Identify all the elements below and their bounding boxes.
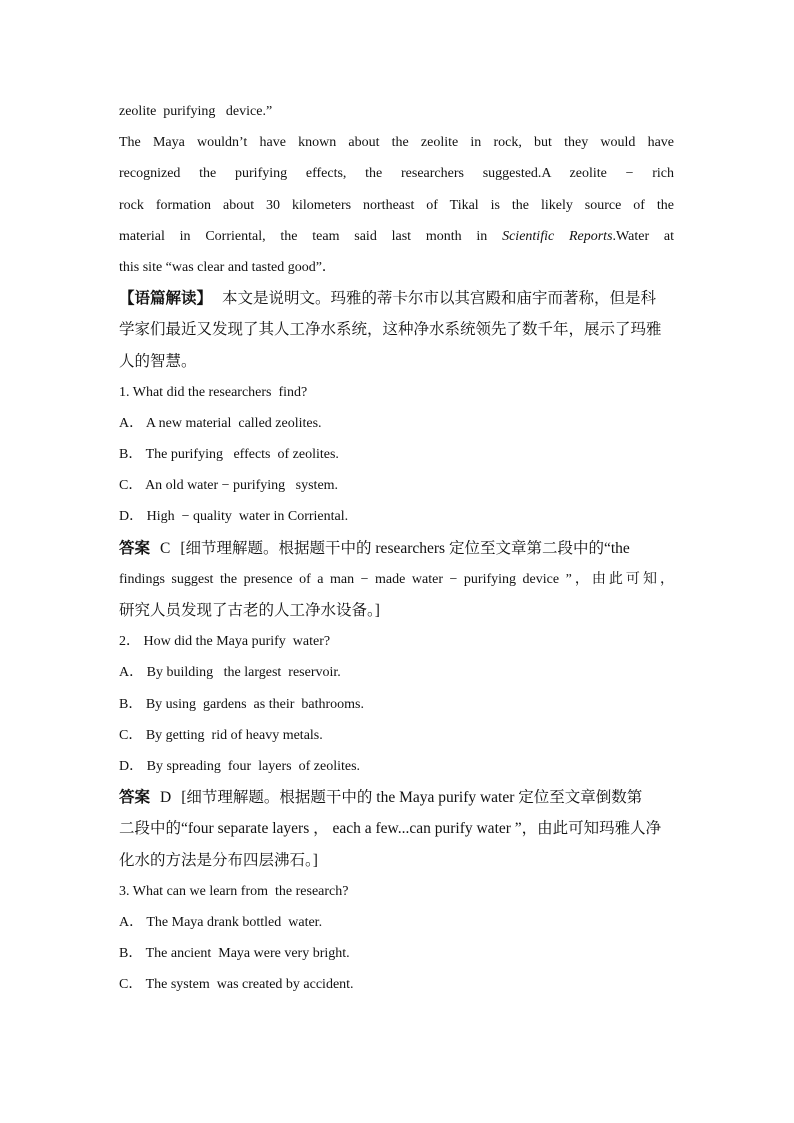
passage-line-5 xyxy=(119,221,674,252)
q3-option-c: C． The system was created by accident. xyxy=(119,977,354,993)
q3-option-b: B． The ancient Maya were very bright. xyxy=(119,946,350,962)
analysis-line-3: 人的智慧。 xyxy=(119,352,197,370)
passage-line-3: recognized the purifying effects, the researchers suggested.A zeolite − rich xyxy=(119,166,674,182)
q2-option-d: D． By spreading four layers of zeolites. xyxy=(119,758,361,774)
q1-option-c: C． An old water − purifying system. xyxy=(119,478,339,494)
q1-explanation-3: 研究人员发现了古老的人工净水设备。] xyxy=(119,602,380,619)
q1-option-b: B． The purifying effects of zeolites. xyxy=(119,447,339,463)
passage-line-6: this site “was clear and tasted good”． xyxy=(119,259,336,275)
q2-answer-label: 答案 xyxy=(119,789,151,807)
passage-line-4: rock formation about 30 kilometers northeast of Tikal is the likely source of the xyxy=(119,197,674,213)
q2-explanation-3: 化水的方法是分布四层沸石。] xyxy=(119,851,318,869)
q1-explanation-2: findings suggest the presence of a man − made water − purifying device ”，由此可知， xyxy=(119,571,674,587)
journal-title: Scientific Reports xyxy=(502,228,613,244)
q2-question: 2． How did the Maya purify water? xyxy=(119,634,331,650)
passage-line-5-end: .Water at xyxy=(612,228,674,244)
q1-answer-label: 答案 xyxy=(119,539,151,557)
passage-line-5-text: material in Corriental, the team said last month in xyxy=(119,228,503,244)
q2-answer-letter: D xyxy=(160,789,172,807)
q3-option-a: A． The Maya drank bottled water. xyxy=(119,914,323,930)
document-page xyxy=(119,96,674,1000)
q2-answer-line xyxy=(119,782,674,813)
analysis-text-1: 本文是说明文。玛雅的蒂卡尔市以其宫殿和庙宇而著称，但是科 xyxy=(222,290,657,308)
analysis-label: 【语篇解读】 xyxy=(119,290,213,308)
q2-option-b: B． By using gardens as their bathrooms. xyxy=(119,696,364,712)
analysis-line-2: 学家们最近又发现了其人工净水系统，这种净水系统领先了数千年，展示了玛雅 xyxy=(119,321,662,339)
q1-answer-letter: C xyxy=(160,539,171,557)
q1-option-a: A． A new material called zeolites. xyxy=(119,415,322,431)
q2-explanation-1: [细节理解题。根据题干中的 the Maya purify water 定位至文章倒数第 xyxy=(181,789,643,807)
q2-option-a: A． By building the largest reservoir. xyxy=(119,665,341,681)
q1-option-d: D． High − quality water in Corriental. xyxy=(119,509,349,525)
passage-line-2: The Maya wouldn’t have known about the zeolite in rock, but they would have xyxy=(119,135,674,151)
q2-option-c: C． By getting rid of heavy metals. xyxy=(119,727,323,743)
q1-answer-line xyxy=(119,533,674,564)
passage-line-1: zeolite purifying device.” xyxy=(119,104,273,119)
q3-question: 3. What can we learn from the research? xyxy=(119,883,349,899)
analysis-line-1 xyxy=(119,283,674,314)
q1-explanation-1: [细节理解题。根据题干中的 researchers 定位至文章第二段中的“the xyxy=(180,539,630,557)
q1-question: 1. What did the researchers find? xyxy=(119,384,308,400)
q2-explanation-2: 二段中的“four separate layers ， each a few...can purify water ”，由此可知玛雅人净 xyxy=(119,820,662,838)
